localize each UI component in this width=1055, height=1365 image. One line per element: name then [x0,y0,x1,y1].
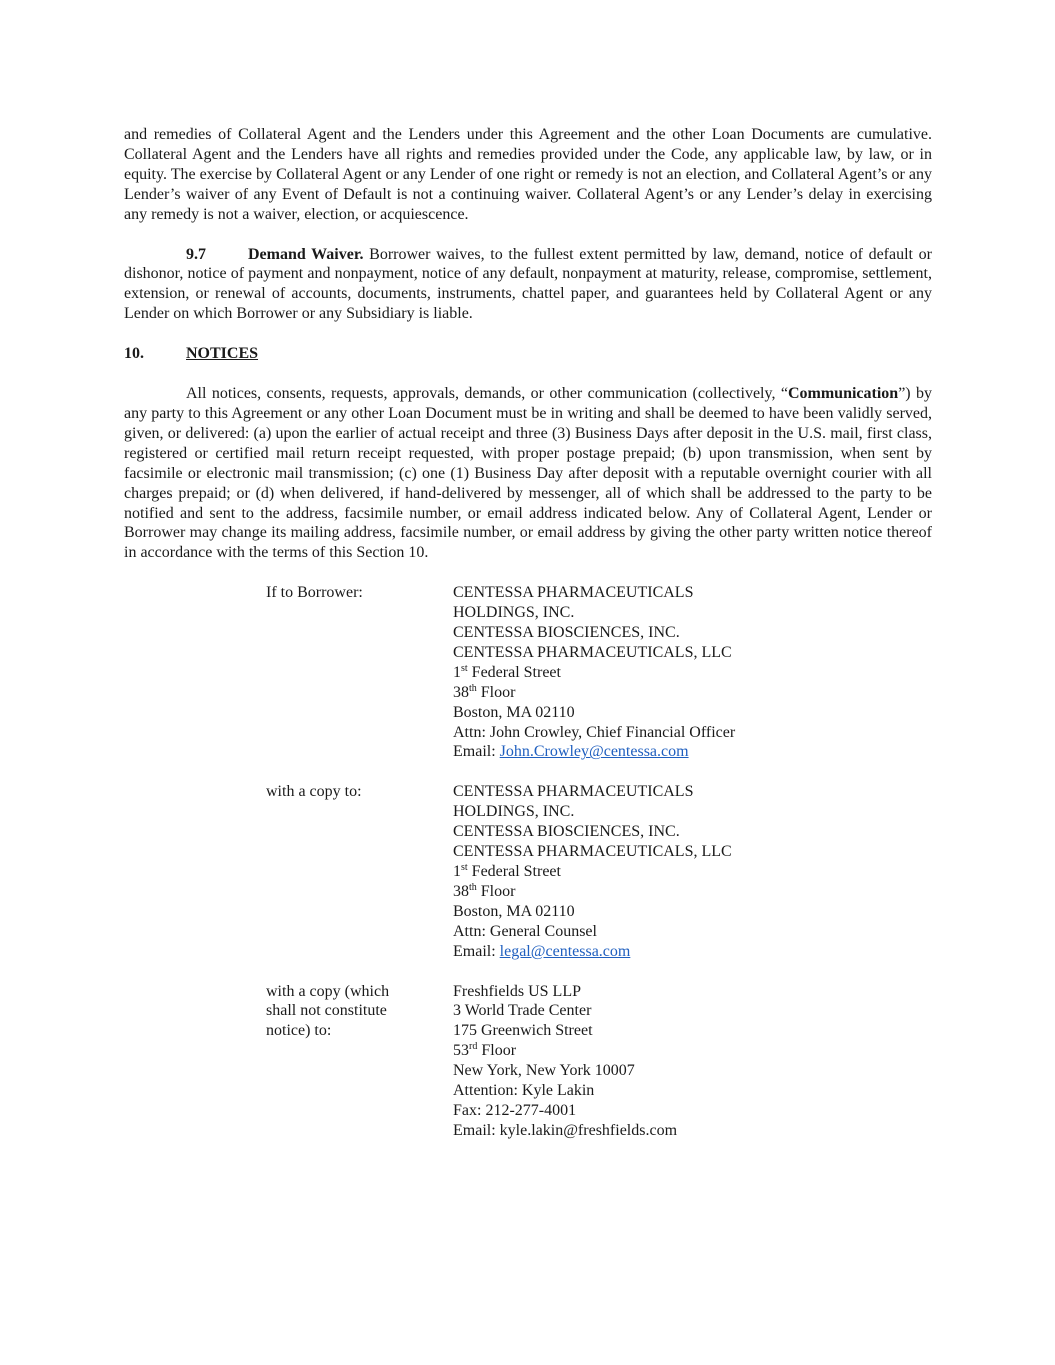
attn-line: Attn: General Counsel [453,922,597,940]
copy-notice-block [266,782,932,961]
firm-name: Freshfields US LLP [453,982,581,1000]
address-line: CENTESSA PHARMACEUTICALS, LLC [453,843,732,861]
address-line: CENTESSA BIOSCIENCES, INC. [453,624,680,642]
notices-text-start: All notices, consents, requests, approvals, demands, or other communication (collectively, “ [186,385,788,403]
address-line: HOLDINGS, INC. [453,803,575,821]
counsel-copy-block [266,982,932,1141]
attention-line: Attention: Kyle Lakin [453,1082,595,1100]
section-10-heading [124,344,932,364]
legal-email-link[interactable]: legal@centessa.com [499,942,631,960]
city-line: Boston, MA 02110 [453,703,575,721]
address-line: CENTESSA PHARMACEUTICALS [453,783,694,801]
copy-address [453,782,932,961]
city-line: New York, New York 10007 [453,1062,635,1080]
city-line: Boston, MA 02110 [453,902,575,920]
address-line: CENTESSA BIOSCIENCES, INC. [453,823,680,841]
remedies-paragraph: and remedies of Collateral Agent and the Lenders under this Agreement and the other Loan Documents are cumulative. Collateral Agent and the Lenders have all rights and remedies provided under the Code, any applicable law, by law, or in equity. The exercise by Collateral Agent or any Lender of one right or remedy is not an election, and Collateral Agent’s or any Lender’s waiver of any Event of Default is not a continuing waiver. Collateral Agent’s or any Lender’s delay in exercising any remedy is not a waiver, election, or acquiescence. [124,126,932,223]
address-line: CENTESSA PHARMACEUTICALS, LLC [453,643,732,661]
floor-line: 38th Floor [453,682,516,701]
address-line: HOLDINGS, INC. [453,604,575,622]
copy-label: with a copy to: [266,783,362,801]
borrower-notice-block [266,583,932,762]
section-10-number: 10. [124,345,144,363]
counsel-address [453,982,932,1141]
street-line: 175 Greenwich Street [453,1022,593,1040]
floor-line: 53rd Floor [453,1041,517,1060]
email-line: Email: John.Crowley@centessa.com [453,743,689,761]
section-9-7-number: 9.7 [186,245,206,263]
section-10-title: NOTICES [186,345,259,363]
notices-text-end: ”) by any party to this Agreement or any other Loan Document must be in writing and shall be deemed to have been validly served, given, or delivered: (a) upon the earlier of actual receipt and three (3) Business Days after deposit in the U.S. mail, first class, registered or certified mail return receipt requested, with proper postage prepaid; (b) upon transmission, when sent by facsimile or electronic mail transmission; (c) one (1) Business Day after deposit with a reputable overnight courier with all charges prepaid; or (d) when delivered, if hand-delivered by messenger, all of which shall be addressed to the party to be notified and sent to the address, facsimile number, or email address indicated below. Any of Collateral Agent, Lender or Borrower may change its mailing address, facsimile number, or email address by giving the other party written notice thereof in accordance with the terms of this Section 10. [124,385,932,562]
document-page [124,125,932,1141]
attn-line: Attn: John Crowley, Chief Financial Officer [453,723,736,741]
street-line: 1st Federal Street [453,862,561,880]
section-9-7-title: Demand Waiver. [248,245,364,263]
borrower-label: If to Borrower: [266,584,363,602]
borrower-address [453,583,932,762]
defined-term-communication: Communication [787,385,899,403]
fax-line: Fax: 212-277-4001 [453,1101,577,1119]
address-line: CENTESSA PHARMACEUTICALS [453,584,694,602]
borrower-email-link[interactable]: John.Crowley@centessa.com [499,743,689,761]
building-line: 3 World Trade Center [453,1002,592,1020]
section-9-7-text: Borrower waives, to the fullest extent permitted by law, demand, notice of default or dishonor, notice of payment and nonpayment, notice of any default, nonpayment at maturity, release, compromise, settlement, extension, or renewal of accounts, documents, instruments, chattel paper, and guarantees held by Collateral Agent or any Lender on which Borrower or any Subsidiary is liable. [124,245,933,323]
email-line: Email: kyle.lakin@freshfields.com [453,1121,678,1139]
floor-line: 38th Floor [453,881,516,900]
counsel-copy-label: with a copy (which shall not constitute notice) to: [266,982,390,1040]
street-line: 1st Federal Street [453,662,561,681]
notices-paragraph [124,384,932,563]
section-9-7 [124,245,932,325]
email-line: Email: legal@centessa.com [453,942,631,960]
